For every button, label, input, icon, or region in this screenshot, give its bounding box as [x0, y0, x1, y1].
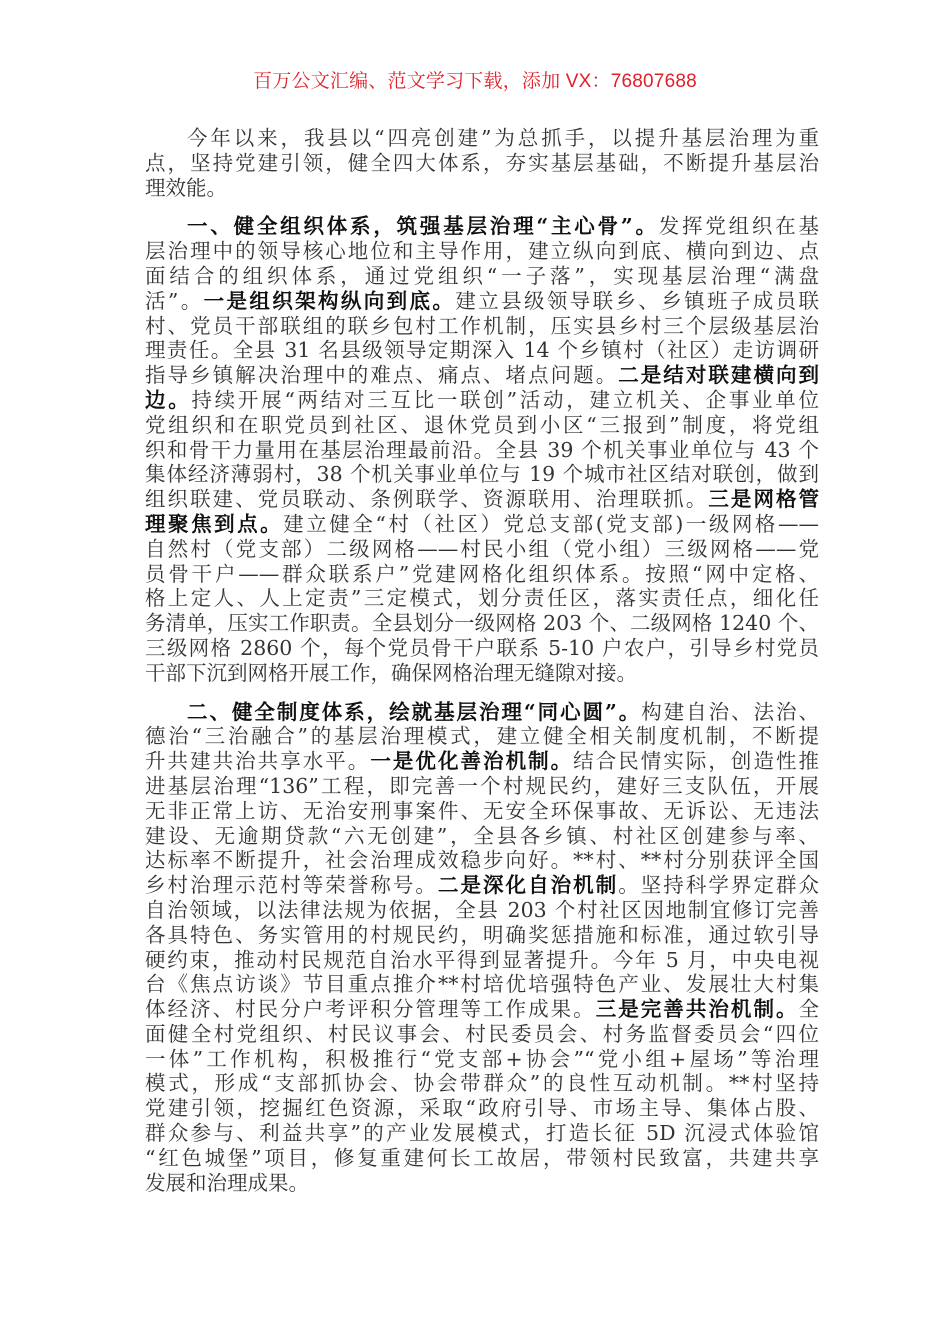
text-line — [145, 214, 819, 239]
body-text: 无非正常上访、无治安刑事案件、无安全环保事故、无诉讼、无违法 — [145, 798, 819, 823]
text-line — [145, 151, 819, 176]
body-text: 结合民情实际，创造性推 — [573, 749, 820, 774]
body-text: 织和骨干力量用在基层治理最前沿。全县 39 个机关事业单位与 43 个 — [145, 437, 819, 462]
text-line — [145, 1022, 819, 1047]
body-text: 理效能。 — [145, 175, 227, 200]
text-line — [145, 636, 819, 661]
body-text: 自然村（党支部）二级网格——村民小组（党小组）三级网格——党 — [145, 536, 819, 561]
text-line — [145, 338, 819, 363]
text-line — [145, 176, 819, 201]
body-text: 务清单，压实工作职责。全县划分一级网格 203 个、二级网格 1240 个、 — [145, 611, 819, 636]
bold-heading-text: 理聚焦到点。 — [145, 511, 284, 536]
body-text: 党组织和在职党员到社区、退休党员到小区“三报到”制度，将党组 — [145, 412, 819, 437]
text-line — [145, 363, 819, 388]
bold-heading-text: 一是组织架构纵向到底。 — [203, 288, 456, 313]
text-line — [145, 487, 819, 512]
text-line — [145, 774, 819, 799]
body-text: 党建引领，挖掘红色资源，采取“政府引导、市场主导、集体占股、 — [145, 1096, 819, 1121]
body-text: 员骨干户——群众联系户”党建网格化组织体系。按照“网中定格、 — [145, 561, 819, 586]
body-text: 干部下沉到网格开展工作，确保网格治理无缝隙对接。 — [145, 660, 637, 685]
body-text: 达标率不断提升，社会治理成效稳步向好。**村、**村分别获评全国 — [145, 848, 819, 873]
text-line — [145, 126, 819, 151]
body-text: 组织联建、党员联动、条例联学、资源联用、治理联抓。 — [145, 487, 709, 512]
body-text: 发展和治理成果。 — [145, 1170, 309, 1195]
text-line — [145, 898, 819, 923]
text-line — [145, 661, 819, 686]
body-text: 体经济、村民分户考评积分管理等工作成果。 — [145, 997, 596, 1022]
bold-heading-text: 二是结对联建横向到 — [618, 363, 820, 388]
text-line — [145, 438, 819, 463]
bold-heading-text: 二是深化自治机制 — [437, 873, 619, 898]
text-line — [145, 413, 819, 438]
body-text: 今年以来，我县以“四亮创建”为总抓手，以提升基层治理为重 — [187, 126, 819, 150]
body-text: 一体”工作机构，积极推行“党支部+协会”“党小组+屋场”等治理 — [145, 1046, 819, 1071]
text-line — [145, 1096, 819, 1121]
text-line — [145, 1071, 819, 1096]
body-text: 格上定人、人上定责”三定模式，划分责任区，落实责任点，细化任 — [145, 586, 819, 611]
text-line — [145, 1146, 819, 1171]
body-text: 建立县级领导联乡、乡镇班子成员联 — [455, 288, 820, 313]
body-text: 进基层治理“136”工程，即完善一个村规民约，建好三支队伍，开展 — [145, 773, 819, 798]
text-line — [145, 948, 819, 973]
text-line — [145, 972, 819, 997]
text-line — [145, 1047, 819, 1072]
body-text: 模式，形成“支部抓协会、协会带群众”的良性互动机制。**村坚持 — [145, 1071, 819, 1096]
body-text: “红色城堡”项目，修复重建何长工故居，带领村民致富，共建共享 — [145, 1145, 819, 1170]
body-text: 活”。 — [145, 288, 204, 313]
body-text: 指导乡镇解决治理中的难点、痛点、堵点问题。 — [145, 363, 619, 388]
body-text: 各具特色、务实管用的村规民约，明确奖惩措施和标准，通过软引导 — [145, 922, 819, 947]
body-text: 群众参与、利益共享”的产业发展模式，打造长征 5D 沉浸式体验馆 — [145, 1121, 819, 1146]
body-text: 乡村治理示范村等荣誉称号。 — [145, 873, 438, 898]
text-line — [145, 1171, 819, 1196]
text-line — [145, 462, 819, 487]
bold-heading-text: 一、健全组织体系，筑强基层治理“主心骨”。 — [187, 214, 659, 239]
text-line — [145, 289, 819, 314]
text-line — [145, 923, 819, 948]
bold-heading-text: 三是完善共治机制。 — [595, 997, 799, 1022]
body-text: 台《焦点访谈》节目重点推介**村培优培强特色产业、发展壮大村集 — [145, 972, 819, 997]
bold-heading-text: 边。 — [145, 387, 192, 412]
text-line — [145, 997, 819, 1022]
paragraph — [145, 214, 819, 685]
body-text: 发挥党组织在基 — [658, 214, 819, 239]
body-text: 集体经济薄弱村，38 个机关事业单位与 19 个城市社区结对联创，做到 — [145, 462, 819, 487]
body-text: 全 — [798, 997, 820, 1022]
body-text: 理责任。全县 31 名县级领导定期深入 14 个乡镇村（社区）走访调研 — [145, 338, 819, 363]
body-text: 升共建共治共享水平。 — [145, 749, 371, 774]
text-line — [145, 848, 819, 873]
paragraph — [145, 700, 819, 1196]
body-text: 自治领域，以法律法规为依据，全县 203 个村社区因地制宜修订完善 — [145, 897, 819, 922]
body-text: 持续开展“两结对三互比一联创”活动，建立机关、企事业单位 — [191, 387, 819, 412]
text-line — [145, 611, 819, 636]
text-line — [145, 749, 819, 774]
text-line — [145, 1121, 819, 1146]
bold-heading-text: 二、健全制度体系，绘就基层治理“同心圆”。 — [187, 699, 642, 724]
text-line — [145, 873, 819, 898]
body-text: 。坚持科学界定群众 — [618, 873, 820, 898]
body-text: 硬约束，推动村民规范自治水平得到显著提升。今年 5 月，中央电视 — [145, 947, 819, 972]
body-text: 建立健全“村（社区）党总支部(党支部)一级网格—— — [283, 511, 819, 536]
text-line — [145, 239, 819, 264]
text-line — [145, 562, 819, 587]
body-text: 面健全村党组织、村民议事会、村民委员会、村务监督委员会“四位 — [145, 1021, 819, 1046]
text-line — [145, 512, 819, 537]
body-text: 三级网格 2860 个，每个党员骨干户联系 5-10 户农户，引导乡村党员 — [145, 635, 819, 660]
text-line — [145, 388, 819, 413]
text-line — [145, 586, 819, 611]
text-line — [145, 537, 819, 562]
text-line — [145, 264, 819, 289]
paragraph — [145, 126, 819, 200]
body-text: 层治理中的领导核心地位和主导作用，建立纵向到底、横向到边、点 — [145, 239, 819, 264]
text-line — [145, 799, 819, 824]
text-line — [145, 314, 819, 339]
bold-heading-text: 三是网格管 — [708, 487, 820, 512]
body-text: 村、党员干部联组的联乡包村工作机制，压实县乡村三个层级基层治 — [145, 313, 819, 338]
document-body — [145, 126, 819, 1209]
bold-heading-text: 一是优化善治机制。 — [370, 749, 574, 774]
body-text: 点，坚持党建引领，健全四大体系，夯实基层基础，不断提升基层治 — [145, 150, 819, 175]
text-line — [145, 724, 819, 749]
watermark-header: 百万公文汇编、范文学习下载，添加 VX：76807688 — [253, 71, 697, 92]
body-text: 构建自治、法治、 — [641, 699, 819, 724]
body-text: 面结合的组织体系，通过党组织“一子落”，实现基层治理“满盘 — [145, 263, 819, 288]
body-text: 德治“三治融合”的基层治理模式，建立健全相关制度机制，不断提 — [145, 724, 819, 749]
body-text: 建设、无逾期贷款“六无创建”，全县各乡镇、村社区创建参与率、 — [145, 823, 819, 848]
text-line — [145, 700, 819, 725]
text-line — [145, 824, 819, 849]
